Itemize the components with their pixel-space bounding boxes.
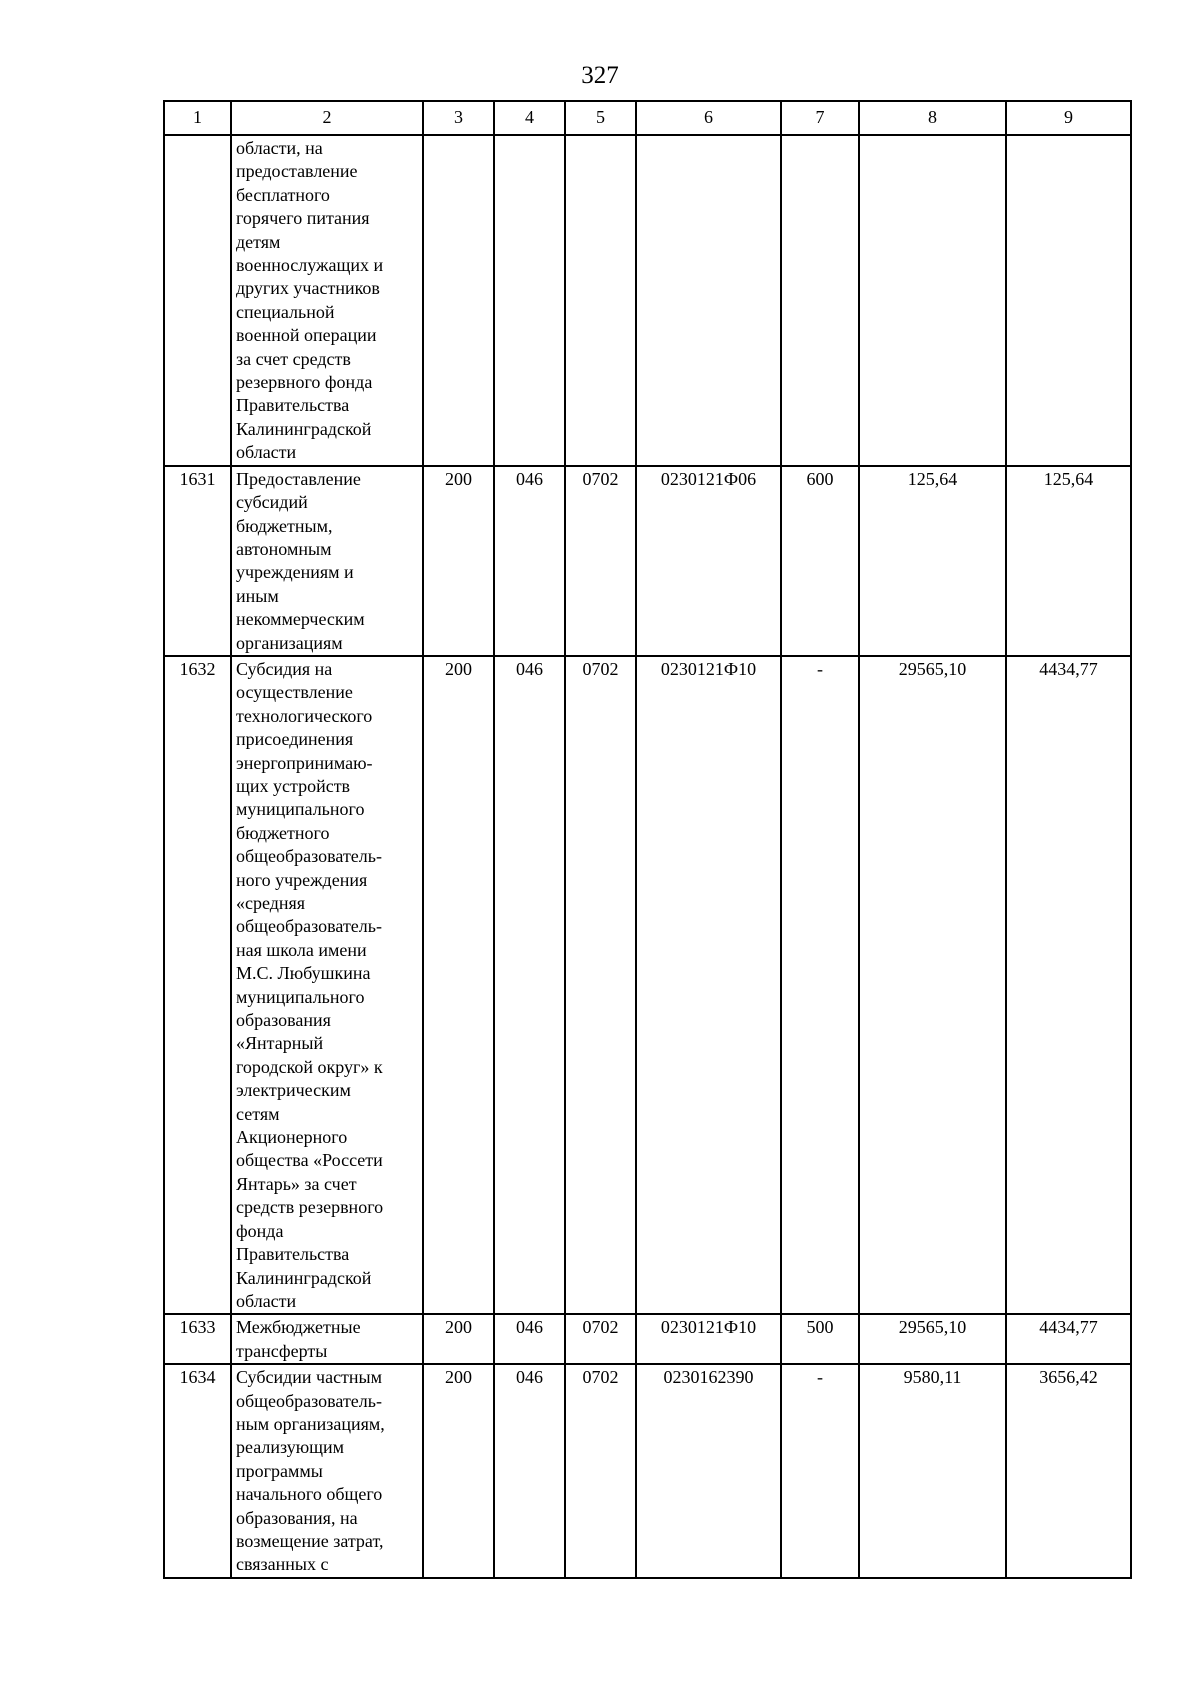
code-cell <box>565 1364 636 1578</box>
amount-cell <box>859 656 1006 1314</box>
cell-text-line: иным <box>236 585 279 606</box>
column-header: 3 <box>423 101 494 135</box>
cell-text-line: «Янтарный <box>236 1033 324 1054</box>
cell-text-line: 0702 <box>582 468 619 489</box>
cell-text-line: 125,64 <box>907 468 958 489</box>
code-cell <box>636 466 781 656</box>
cell-text-line: городской округ» к <box>236 1056 383 1077</box>
cell-text-line: 0230121Ф10 <box>660 1317 757 1338</box>
cell-text-line: предоставление <box>236 161 358 182</box>
cell-text-line: Калининградской <box>236 418 372 439</box>
table-row <box>164 1314 1131 1364</box>
cell-text-line: 046 <box>516 1367 543 1388</box>
code-cell <box>494 1364 565 1578</box>
code-cell <box>636 1314 781 1364</box>
cell-text-line: общеобразователь- <box>236 846 382 867</box>
code-cell <box>423 1314 494 1364</box>
cell-text-line: связанных с <box>236 1554 329 1575</box>
description-cell <box>231 466 423 656</box>
code-cell <box>781 656 859 1314</box>
cell-text-line: 046 <box>516 658 543 679</box>
cell-text-line: 0230121Ф06 <box>660 468 757 489</box>
amount-cell <box>1006 1364 1131 1578</box>
cell-text-line: военной операции <box>236 325 377 346</box>
cell-text-line: «средняя <box>236 893 306 913</box>
column-header: 2 <box>231 101 423 135</box>
cell-text-line: 4434,77 <box>1039 658 1098 679</box>
cell-text-line: 046 <box>516 468 543 489</box>
code-cell <box>565 135 636 466</box>
cell-text-line: 200 <box>445 1317 472 1338</box>
table-row <box>164 656 1131 1314</box>
cell-text-line: трансферты <box>236 1340 328 1361</box>
row-number-cell <box>164 656 231 1314</box>
cell-text-line: - <box>817 658 823 679</box>
cell-text-line: сетям <box>236 1103 280 1124</box>
table-body <box>164 135 1131 1578</box>
cell-text-line: реализующим <box>236 1437 345 1458</box>
code-cell <box>636 1364 781 1578</box>
code-cell <box>636 656 781 1314</box>
column-header: 6 <box>636 101 781 135</box>
column-header: 5 <box>565 101 636 135</box>
cell-text-line: Предоставление <box>236 468 361 489</box>
cell-text-line: начального общего <box>236 1484 383 1505</box>
cell-text-line: Субсидия на <box>236 658 333 679</box>
code-cell <box>423 1364 494 1578</box>
code-cell <box>423 135 494 466</box>
code-cell <box>781 1364 859 1578</box>
cell-text-line: - <box>817 1367 823 1388</box>
column-header: 7 <box>781 101 859 135</box>
cell-text-line: 29565,10 <box>898 1317 967 1338</box>
amount-cell <box>859 1364 1006 1578</box>
code-cell <box>494 1314 565 1364</box>
cell-text-line: бюджетным, <box>236 515 333 536</box>
cell-text-line: муниципального <box>236 986 365 1007</box>
amount-cell <box>1006 466 1131 656</box>
cell-text-line: М.С. Любушкина <box>236 963 371 984</box>
code-cell <box>636 135 781 466</box>
amount-cell <box>1006 656 1131 1314</box>
cell-text-line: Правительства <box>236 1244 350 1265</box>
cell-text-line: 9580,11 <box>903 1367 962 1388</box>
description-cell <box>231 135 423 466</box>
page-number: 327 <box>581 62 619 89</box>
cell-text-line: 4434,77 <box>1039 1317 1098 1338</box>
cell-text-line: программы <box>236 1460 323 1481</box>
description-cell <box>231 1314 423 1364</box>
cell-text-line: 0702 <box>582 1367 619 1388</box>
cell-text-line: электрическим <box>236 1080 351 1101</box>
code-cell <box>494 135 565 466</box>
cell-text-line: муниципального <box>236 799 365 820</box>
cell-text-line: ная школа имени <box>236 939 367 960</box>
amount-cell <box>859 466 1006 656</box>
column-header: 4 <box>494 101 565 135</box>
cell-text-line: детям <box>236 231 281 252</box>
row-number-cell <box>164 135 231 466</box>
cell-text-line: резервного фонда <box>236 372 373 393</box>
cell-text-line: Янтарь» за счет <box>236 1173 357 1194</box>
cell-text-line: области, на <box>236 138 323 158</box>
cell-text-line: 0702 <box>582 1317 619 1338</box>
cell-text-line: ного учреждения <box>236 869 368 890</box>
code-cell <box>781 466 859 656</box>
cell-text-line: специальной <box>236 301 335 322</box>
cell-text-line: 200 <box>445 1367 472 1388</box>
cell-text-line: некоммерческим <box>236 609 365 630</box>
cell-text-line: Межбюджетные <box>236 1317 361 1338</box>
table-row <box>164 466 1131 656</box>
cell-text-line: организациям <box>236 632 343 653</box>
cell-text-line: 1634 <box>179 1367 216 1388</box>
code-cell <box>781 1314 859 1364</box>
cell-text-line: 600 <box>806 468 834 489</box>
description-cell <box>231 1364 423 1578</box>
cell-text-line: горячего питания <box>236 208 370 229</box>
cell-text-line: автономным <box>236 538 332 559</box>
cell-text-line: военнослужащих и <box>236 255 384 276</box>
description-cell <box>231 656 423 1314</box>
amount-cell <box>859 135 1006 466</box>
row-number-cell <box>164 1364 231 1578</box>
cell-text-line: 1633 <box>179 1317 216 1338</box>
table-row <box>164 1364 1131 1578</box>
amount-cell <box>859 1314 1006 1364</box>
cell-text-line: области <box>236 1290 297 1311</box>
amount-cell <box>1006 135 1131 466</box>
cell-text-line: средств резервного <box>236 1197 384 1218</box>
column-header: 1 <box>164 101 231 135</box>
cell-text-line: фонда <box>236 1220 284 1241</box>
cell-text-line: 046 <box>516 1317 543 1338</box>
cell-text-line: образования, на <box>236 1507 358 1528</box>
cell-text-line: 125,64 <box>1043 468 1094 489</box>
cell-text-line: 29565,10 <box>898 658 967 679</box>
cell-text-line: бюджетного <box>236 822 330 843</box>
cell-text-line: других участников <box>236 278 380 299</box>
code-cell <box>494 656 565 1314</box>
cell-text-line: 1631 <box>179 468 216 489</box>
table-row <box>164 135 1131 466</box>
code-cell <box>423 656 494 1314</box>
cell-text-line: присоединения <box>236 729 354 750</box>
cell-text-line: осуществление <box>236 682 353 703</box>
column-header: 9 <box>1006 101 1131 135</box>
code-cell <box>565 656 636 1314</box>
cell-text-line: за счет средств <box>236 348 351 369</box>
cell-text-line: 1632 <box>179 658 216 679</box>
cell-text-line: Калининградской <box>236 1267 372 1288</box>
cell-text-line: общеобразователь- <box>236 916 382 937</box>
cell-text-line: Акционерного <box>236 1127 348 1148</box>
cell-text-line: щих устройств <box>236 775 351 796</box>
cell-text-line: технологического <box>236 705 373 726</box>
cell-text-line: ным организациям, <box>236 1413 385 1434</box>
cell-text-line: Правительства <box>236 395 350 416</box>
column-header: 8 <box>859 101 1006 135</box>
budget-table <box>163 100 1132 1579</box>
cell-text-line: общеобразователь- <box>236 1390 382 1411</box>
cell-text-line: возмещение затрат, <box>236 1530 384 1551</box>
cell-text-line: 500 <box>806 1317 834 1338</box>
cell-text-line: учреждениям и <box>236 562 354 583</box>
cell-text-line: общества «Россети <box>236 1150 383 1171</box>
cell-text-line: образования <box>236 1010 331 1031</box>
cell-text-line: субсидий <box>236 492 308 513</box>
cell-text-line: энергопринимаю- <box>236 752 373 773</box>
amount-cell <box>1006 1314 1131 1364</box>
cell-text-line: области <box>236 442 297 463</box>
cell-text-line: бесплатного <box>236 184 330 205</box>
code-cell <box>565 1314 636 1364</box>
cell-text-line: 0230121Ф10 <box>660 658 757 679</box>
code-cell <box>565 466 636 656</box>
cell-text-line: 0702 <box>582 658 619 679</box>
code-cell <box>494 466 565 656</box>
header-row <box>164 101 1131 135</box>
code-cell <box>781 135 859 466</box>
row-number-cell <box>164 1314 231 1364</box>
cell-text-line: 200 <box>445 658 472 679</box>
cell-text-line: 200 <box>445 468 472 489</box>
cell-text-line: 3656,42 <box>1039 1367 1098 1388</box>
cell-text-line: Субсидии частным <box>236 1367 383 1388</box>
code-cell <box>423 466 494 656</box>
cell-text-line: 0230162390 <box>663 1367 754 1388</box>
row-number-cell <box>164 466 231 656</box>
